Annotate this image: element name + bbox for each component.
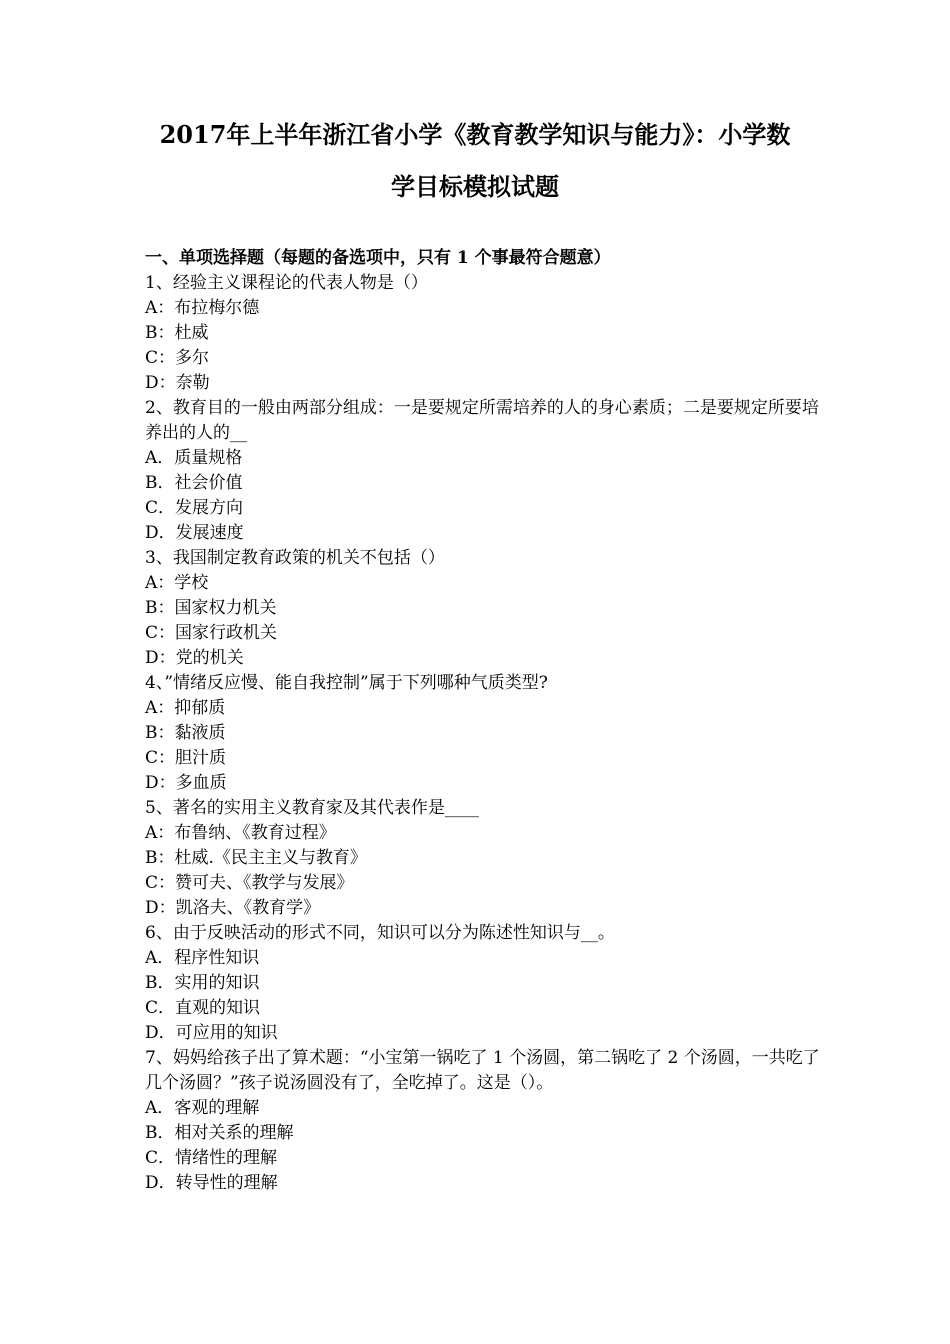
option-c: C：国家行政机关 — [145, 623, 278, 643]
question-3 — [145, 546, 825, 671]
option-b: B：杜威.《民主主义与教育》 — [145, 848, 367, 868]
option-a: A．质量规格 — [145, 448, 243, 468]
question-1 — [145, 271, 825, 396]
question-5 — [145, 796, 825, 921]
option-a: A：布拉梅尔德 — [145, 298, 260, 318]
option-d: D．可应用的知识 — [145, 1023, 278, 1043]
question-text: 3、我国制定教育政策的机关不包括（） — [145, 548, 445, 568]
option-b: B：国家权力机关 — [145, 598, 277, 618]
option-a: A：布鲁纳、《教育过程》 — [145, 823, 336, 843]
option-a: A．程序性知识 — [145, 948, 260, 968]
option-d: D：多血质 — [145, 773, 227, 793]
question-text: 7、妈妈给孩子出了算术题：“小宝第一锅吃了 1 个汤圆，第二锅吃了 2 个汤圆，一共吃了几个汤圆？”孩子说汤圆没有了，全吃掉了。这是（）。 — [145, 1048, 820, 1093]
option-a: A：学校 — [145, 573, 209, 593]
option-d: D．转导性的理解 — [145, 1173, 278, 1193]
option-c: C．情绪性的理解 — [145, 1148, 278, 1168]
option-d: D．发展速度 — [145, 523, 244, 543]
question-4 — [145, 671, 825, 796]
option-b: B．社会价值 — [145, 473, 243, 493]
exam-content — [145, 246, 825, 1196]
question-7 — [145, 1046, 825, 1196]
option-d: D：党的机关 — [145, 648, 244, 668]
question-text: 1、经验主义课程论的代表人物是（） — [145, 273, 428, 293]
document-title-line2: 学目标模拟试题 — [391, 172, 559, 201]
option-c: C．直观的知识 — [145, 998, 261, 1018]
option-d: D：奈勒 — [145, 373, 210, 393]
question-6 — [145, 921, 825, 1046]
question-text: 5、著名的实用主义教育家及其代表作是____ — [145, 798, 479, 818]
option-b: B．相对关系的理解 — [145, 1123, 294, 1143]
option-c: C．发展方向 — [145, 498, 244, 518]
option-b: B：黏液质 — [145, 723, 226, 743]
option-a: A：抑郁质 — [145, 698, 226, 718]
option-a: A．客观的理解 — [145, 1098, 260, 1118]
section-heading: 一、单项选择题（每题的备选项中，只有 1 个事最符合题意） — [145, 248, 611, 268]
option-b: B：杜威 — [145, 323, 209, 343]
option-c: C：胆汁质 — [145, 748, 227, 768]
option-c: C：赞可夫、《教学与发展》 — [145, 873, 354, 893]
option-c: C：多尔 — [145, 348, 210, 368]
question-text: 4、”情绪反应慢、能自我控制”属于下列哪种气质类型? — [145, 673, 548, 693]
option-d: D：凯洛夫、《教育学》 — [145, 898, 321, 918]
question-text: 2、教育目的一般由两部分组成：一是要规定所需培养的人的身心素质；二是要规定所要培养出的人的__ — [145, 398, 819, 443]
question-2 — [145, 396, 825, 546]
document-title-line1: 2017年上半年浙江省小学《教育教学知识与能力》：小学数 — [159, 120, 791, 149]
option-b: B．实用的知识 — [145, 973, 260, 993]
question-text: 6、由于反映活动的形式不同，知识可以分为陈述性知识与__。 — [145, 923, 615, 943]
